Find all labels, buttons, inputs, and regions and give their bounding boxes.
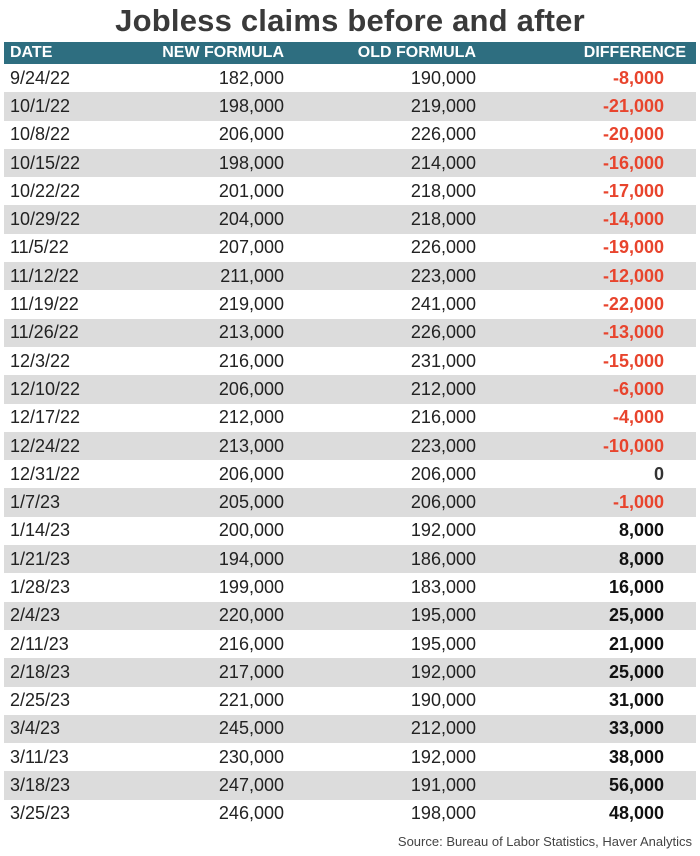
cell-difference: 8,000 xyxy=(618,520,664,541)
cell-new-formula: 201,000 xyxy=(218,180,284,201)
cell-old-formula: 226,000 xyxy=(284,319,476,347)
cell-old-formula: 231,000 xyxy=(410,350,476,371)
cell-difference: 8,000 xyxy=(476,545,696,573)
claims-table xyxy=(4,42,696,828)
cell-date: 3/25/23 xyxy=(10,803,71,824)
table-row xyxy=(4,771,696,799)
table-row xyxy=(4,630,696,658)
cell-new-formula: 205,000 xyxy=(154,488,284,516)
table-row xyxy=(4,602,696,630)
cell-date: 10/22/22 xyxy=(10,180,81,201)
cell-old-formula: 214,000 xyxy=(284,149,476,177)
cell-new-formula: 211,000 xyxy=(154,262,284,290)
cell-new-formula: 213,000 xyxy=(154,432,284,460)
cell-difference: -17,000 xyxy=(602,180,664,201)
cell-new-formula: 247,000 xyxy=(154,771,284,799)
table-row xyxy=(4,347,696,375)
cell-date: 9/24/22 xyxy=(10,67,71,88)
table-row xyxy=(4,573,696,601)
cell-date: 2/4/23 xyxy=(4,602,154,630)
cell-new-formula: 206,000 xyxy=(154,375,284,403)
cell-old-formula: 195,000 xyxy=(284,602,476,630)
cell-difference: 56,000 xyxy=(476,771,696,799)
cell-old-formula: 216,000 xyxy=(410,407,476,428)
cell-new-formula: 198,000 xyxy=(154,92,284,120)
cell-old-formula: 223,000 xyxy=(284,262,476,290)
cell-new-formula: 198,000 xyxy=(154,149,284,177)
cell-date: 12/31/22 xyxy=(10,463,81,484)
cell-old-formula: 219,000 xyxy=(284,92,476,120)
cell-difference: -10,000 xyxy=(476,432,696,460)
cell-date: 11/19/22 xyxy=(10,294,79,315)
cell-new-formula: 200,000 xyxy=(218,520,284,541)
table-row xyxy=(4,687,696,715)
cell-new-formula: 207,000 xyxy=(218,237,284,258)
cell-new-formula: 216,000 xyxy=(218,350,284,371)
table-row xyxy=(4,375,696,403)
cell-difference: 0 xyxy=(653,463,664,484)
cell-date: 2/25/23 xyxy=(10,690,71,711)
cell-old-formula: 186,000 xyxy=(284,545,476,573)
cell-old-formula: 218,000 xyxy=(284,205,476,233)
cell-new-formula: 245,000 xyxy=(154,715,284,743)
cell-difference: 25,000 xyxy=(476,658,696,686)
cell-difference: -13,000 xyxy=(476,319,696,347)
cell-date: 11/26/22 xyxy=(4,319,154,347)
cell-difference: -22,000 xyxy=(602,294,664,315)
table-row xyxy=(4,658,696,686)
cell-new-formula: 206,000 xyxy=(218,463,284,484)
source-note: Source: Bureau of Labor Statistics, Haver Analytics xyxy=(397,834,692,850)
cell-old-formula: 195,000 xyxy=(410,633,476,654)
cell-new-formula: 216,000 xyxy=(218,633,284,654)
cell-old-formula: 206,000 xyxy=(410,463,476,484)
cell-old-formula: 223,000 xyxy=(284,432,476,460)
table-row xyxy=(4,234,696,262)
table-row xyxy=(4,290,696,318)
cell-new-formula: 212,000 xyxy=(218,407,284,428)
cell-old-formula: 226,000 xyxy=(410,237,476,258)
table-row xyxy=(4,715,696,743)
header-row xyxy=(4,42,696,64)
cell-date: 10/29/22 xyxy=(4,205,154,233)
cell-date: 1/7/23 xyxy=(4,488,154,516)
cell-new-formula: 219,000 xyxy=(218,294,284,315)
cell-date: 12/17/22 xyxy=(10,407,81,428)
cell-date: 1/28/23 xyxy=(10,576,71,597)
table-row xyxy=(4,262,696,290)
cell-new-formula: 182,000 xyxy=(218,67,284,88)
cell-difference: -1,000 xyxy=(476,488,696,516)
cell-difference: -12,000 xyxy=(476,262,696,290)
cell-old-formula: 198,000 xyxy=(410,803,476,824)
cell-date: 11/12/22 xyxy=(4,262,154,290)
cell-old-formula: 226,000 xyxy=(410,124,476,145)
header-date: DATE xyxy=(4,42,154,64)
cell-old-formula: 183,000 xyxy=(410,576,476,597)
header-new-formula: NEW FORMULA xyxy=(154,42,284,64)
cell-old-formula: 190,000 xyxy=(410,690,476,711)
cell-old-formula: 212,000 xyxy=(284,715,476,743)
cell-new-formula: 220,000 xyxy=(154,602,284,630)
table-row xyxy=(4,517,696,545)
cell-difference: -4,000 xyxy=(612,407,664,428)
cell-date: 2/18/23 xyxy=(4,658,154,686)
cell-date: 10/1/22 xyxy=(4,92,154,120)
cell-date: 2/11/23 xyxy=(10,633,69,654)
table-row xyxy=(4,319,696,347)
cell-new-formula: 217,000 xyxy=(154,658,284,686)
header-old-formula: OLD FORMULA xyxy=(284,42,476,64)
cell-date: 12/24/22 xyxy=(4,432,154,460)
table-row xyxy=(4,64,696,92)
cell-date: 3/11/23 xyxy=(10,746,69,767)
table-row xyxy=(4,404,696,432)
cell-old-formula: 192,000 xyxy=(284,658,476,686)
cell-old-formula: 206,000 xyxy=(284,488,476,516)
cell-old-formula: 241,000 xyxy=(410,294,476,315)
table-row xyxy=(4,488,696,516)
cell-difference: -16,000 xyxy=(476,149,696,177)
cell-difference: -8,000 xyxy=(612,67,664,88)
cell-old-formula: 190,000 xyxy=(410,67,476,88)
table-row xyxy=(4,121,696,149)
cell-date: 1/21/23 xyxy=(4,545,154,573)
table-row xyxy=(4,92,696,120)
cell-difference: -19,000 xyxy=(602,237,664,258)
cell-new-formula: 206,000 xyxy=(218,124,284,145)
cell-date: 12/3/22 xyxy=(10,350,71,371)
table-row xyxy=(4,177,696,205)
cell-difference: 25,000 xyxy=(476,602,696,630)
table-row xyxy=(4,743,696,771)
cell-difference: -21,000 xyxy=(476,92,696,120)
table-row xyxy=(4,205,696,233)
cell-new-formula: 194,000 xyxy=(154,545,284,573)
cell-new-formula: 221,000 xyxy=(218,690,284,711)
cell-date: 11/5/22 xyxy=(10,237,69,258)
cell-difference: 31,000 xyxy=(608,690,664,711)
cell-difference: 38,000 xyxy=(608,746,664,767)
cell-difference: 33,000 xyxy=(476,715,696,743)
cell-new-formula: 230,000 xyxy=(218,746,284,767)
cell-difference: 48,000 xyxy=(608,803,664,824)
cell-new-formula: 213,000 xyxy=(154,319,284,347)
table-row xyxy=(4,460,696,488)
cell-difference: -14,000 xyxy=(476,205,696,233)
cell-old-formula: 192,000 xyxy=(410,520,476,541)
table-body xyxy=(4,64,696,828)
cell-old-formula: 192,000 xyxy=(410,746,476,767)
cell-new-formula: 246,000 xyxy=(218,803,284,824)
cell-difference: 21,000 xyxy=(608,633,664,654)
cell-date: 10/15/22 xyxy=(4,149,154,177)
cell-date: 12/10/22 xyxy=(4,375,154,403)
cell-old-formula: 212,000 xyxy=(284,375,476,403)
table-row xyxy=(4,800,696,828)
cell-new-formula: 204,000 xyxy=(154,205,284,233)
cell-difference: 16,000 xyxy=(608,576,664,597)
table-row xyxy=(4,432,696,460)
cell-difference: -6,000 xyxy=(476,375,696,403)
cell-difference: -20,000 xyxy=(602,124,664,145)
cell-old-formula: 191,000 xyxy=(284,771,476,799)
cell-date: 10/8/22 xyxy=(10,124,71,145)
cell-date: 3/4/23 xyxy=(4,715,154,743)
cell-old-formula: 218,000 xyxy=(410,180,476,201)
table-row xyxy=(4,545,696,573)
cell-date: 3/18/23 xyxy=(4,771,154,799)
cell-date: 1/14/23 xyxy=(10,520,71,541)
table-row xyxy=(4,149,696,177)
cell-new-formula: 199,000 xyxy=(218,576,284,597)
header-difference: DIFFERENCE xyxy=(476,42,696,64)
chart-title: Jobless claims before and after xyxy=(115,3,585,38)
cell-difference: -15,000 xyxy=(602,350,664,371)
